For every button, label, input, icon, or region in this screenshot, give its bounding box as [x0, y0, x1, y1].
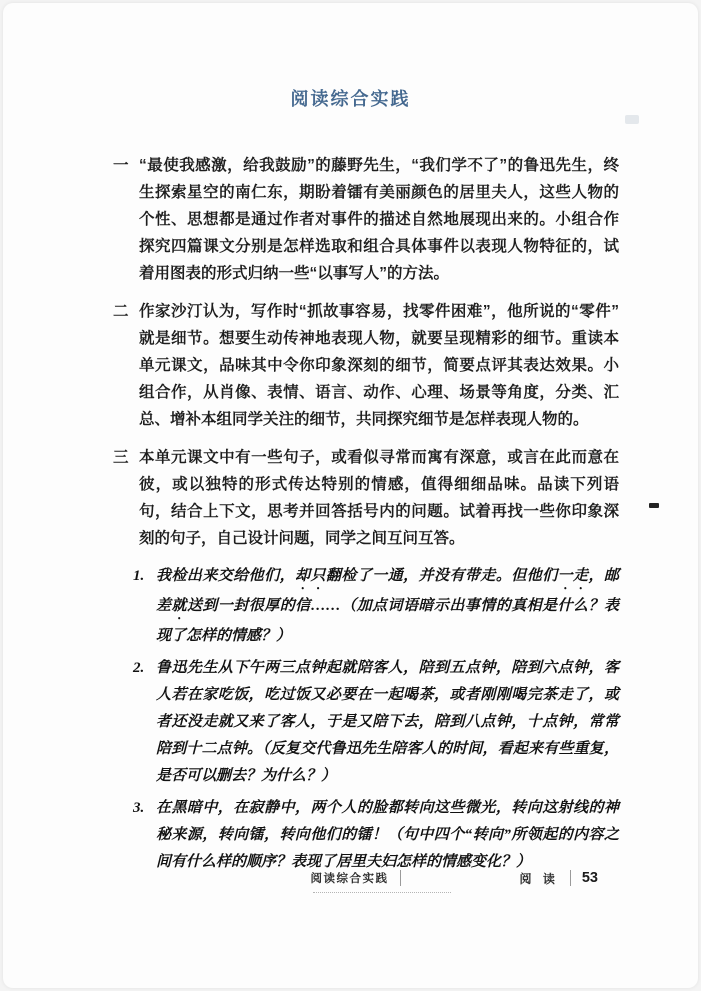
footer-section-label: 阅读综合实践 [310, 873, 389, 885]
footer-left-group [311, 870, 412, 886]
footer-page-number: 53 [581, 870, 598, 886]
quote-marker: 3. [133, 800, 145, 816]
footer-unit-label: 阅 读 [519, 871, 559, 886]
plain-text: 翻检了一通，并没有带走。但他们 [325, 568, 558, 584]
emphasized-text: 就 [171, 598, 187, 614]
quote-marker: 2. [133, 660, 145, 676]
exercise-item [113, 152, 619, 287]
quotes-section [133, 563, 619, 876]
footer-right-group [520, 870, 598, 887]
page-title: 阅读综合实践 [290, 89, 411, 109]
exercise-text: 作家沙汀认为，写作时“抓故事容易，找零件困难”，他所说的“零件”就是细节。想要生动传神地表现人物，就要呈现精彩的细节。重读本单元课文，品味其中令你印象深刻的细节，简要点评其表达效果。小组合作，从肖像、表情、语言、动作、心理、场景等角度，分类、汇总、增补本组同学关注的细节，共同探究细节是怎样表现人物的。 [139, 303, 619, 428]
print-mark-faint [625, 115, 639, 124]
exercise-text: “最使我感激，给我鼓励”的藤野先生，“我们学不了”的鲁迅先生，终生探索星空的南仁东，期盼着镭有美丽颜色的居里夫人，这些人物的个性、思想都是通过作者对事件的描述自然地展现出来的。小组合作探究四篇课文分别是怎样选取和组合具体事件以表现人物特征的，试着用图表的形式归纳一些“以事写人”的方法。 [139, 157, 619, 282]
exercise-marker: 三 [113, 449, 129, 466]
footer-divider [570, 870, 571, 886]
exercises-section [113, 152, 619, 552]
quote-item [133, 655, 619, 790]
exercise-list [113, 152, 619, 881]
emphasized-text: 却只 [295, 568, 326, 584]
print-mark-dash [649, 503, 659, 508]
textbook-page [3, 3, 698, 988]
page-footer [3, 863, 698, 893]
quote-marker: 1. [133, 568, 145, 584]
quote-item [133, 563, 619, 650]
exercise-marker: 一 [113, 157, 129, 174]
exercise-marker: 二 [113, 303, 129, 320]
footer-divider [400, 870, 401, 886]
exercise-text: 本单元课文中有一些句子，或看似寻常而寓有深意，或言在此而意在彼，或以独特的形式传达特别的情感，值得细细品味。品读下列语句，结合上下文，思考并回答括号内的问题。试着再找一些你印象深刻的句子，自己设计问题，同学之间互问互答。 [139, 449, 619, 547]
footer-dotted-leader [313, 892, 451, 893]
plain-text: 在黑暗中，在寂静中，两个人的脸都转向这些微光，转向这射线的神秘来源，转向镭，转向他们的镭！（句中四个“转向”所领起的内容之间有什么样的顺序？表现了居里夫妇怎样的情感变化？） [156, 800, 619, 870]
plain-text: 我检出来交给他们， [156, 568, 296, 584]
quote-text [156, 655, 619, 790]
plain-text: 鲁迅先生从下午两三点钟起就陪客人，陪到五点钟，陪到六点钟，客人若在家吃饭，吃过饭又必要在一起喝茶，或者刚刚喝完茶走了，或者还没走就又来了客人，于是又陪下去，陪到八点钟，十点钟，常常陪到十二点钟。（反复交代鲁迅先生陪客人的时间，看起来有些重复，是否可以删去？为什么？） [156, 660, 619, 784]
exercise-item [113, 298, 619, 433]
exercise-item [113, 444, 619, 552]
quote-text [156, 563, 619, 650]
emphasized-text: 一走 [557, 568, 589, 584]
plain-text: ，邮差 [156, 568, 619, 614]
plain-text: 送到一封很厚的信……（加点词语暗示出事情的真相是什么？表现了怎样的情感？） [156, 598, 619, 644]
